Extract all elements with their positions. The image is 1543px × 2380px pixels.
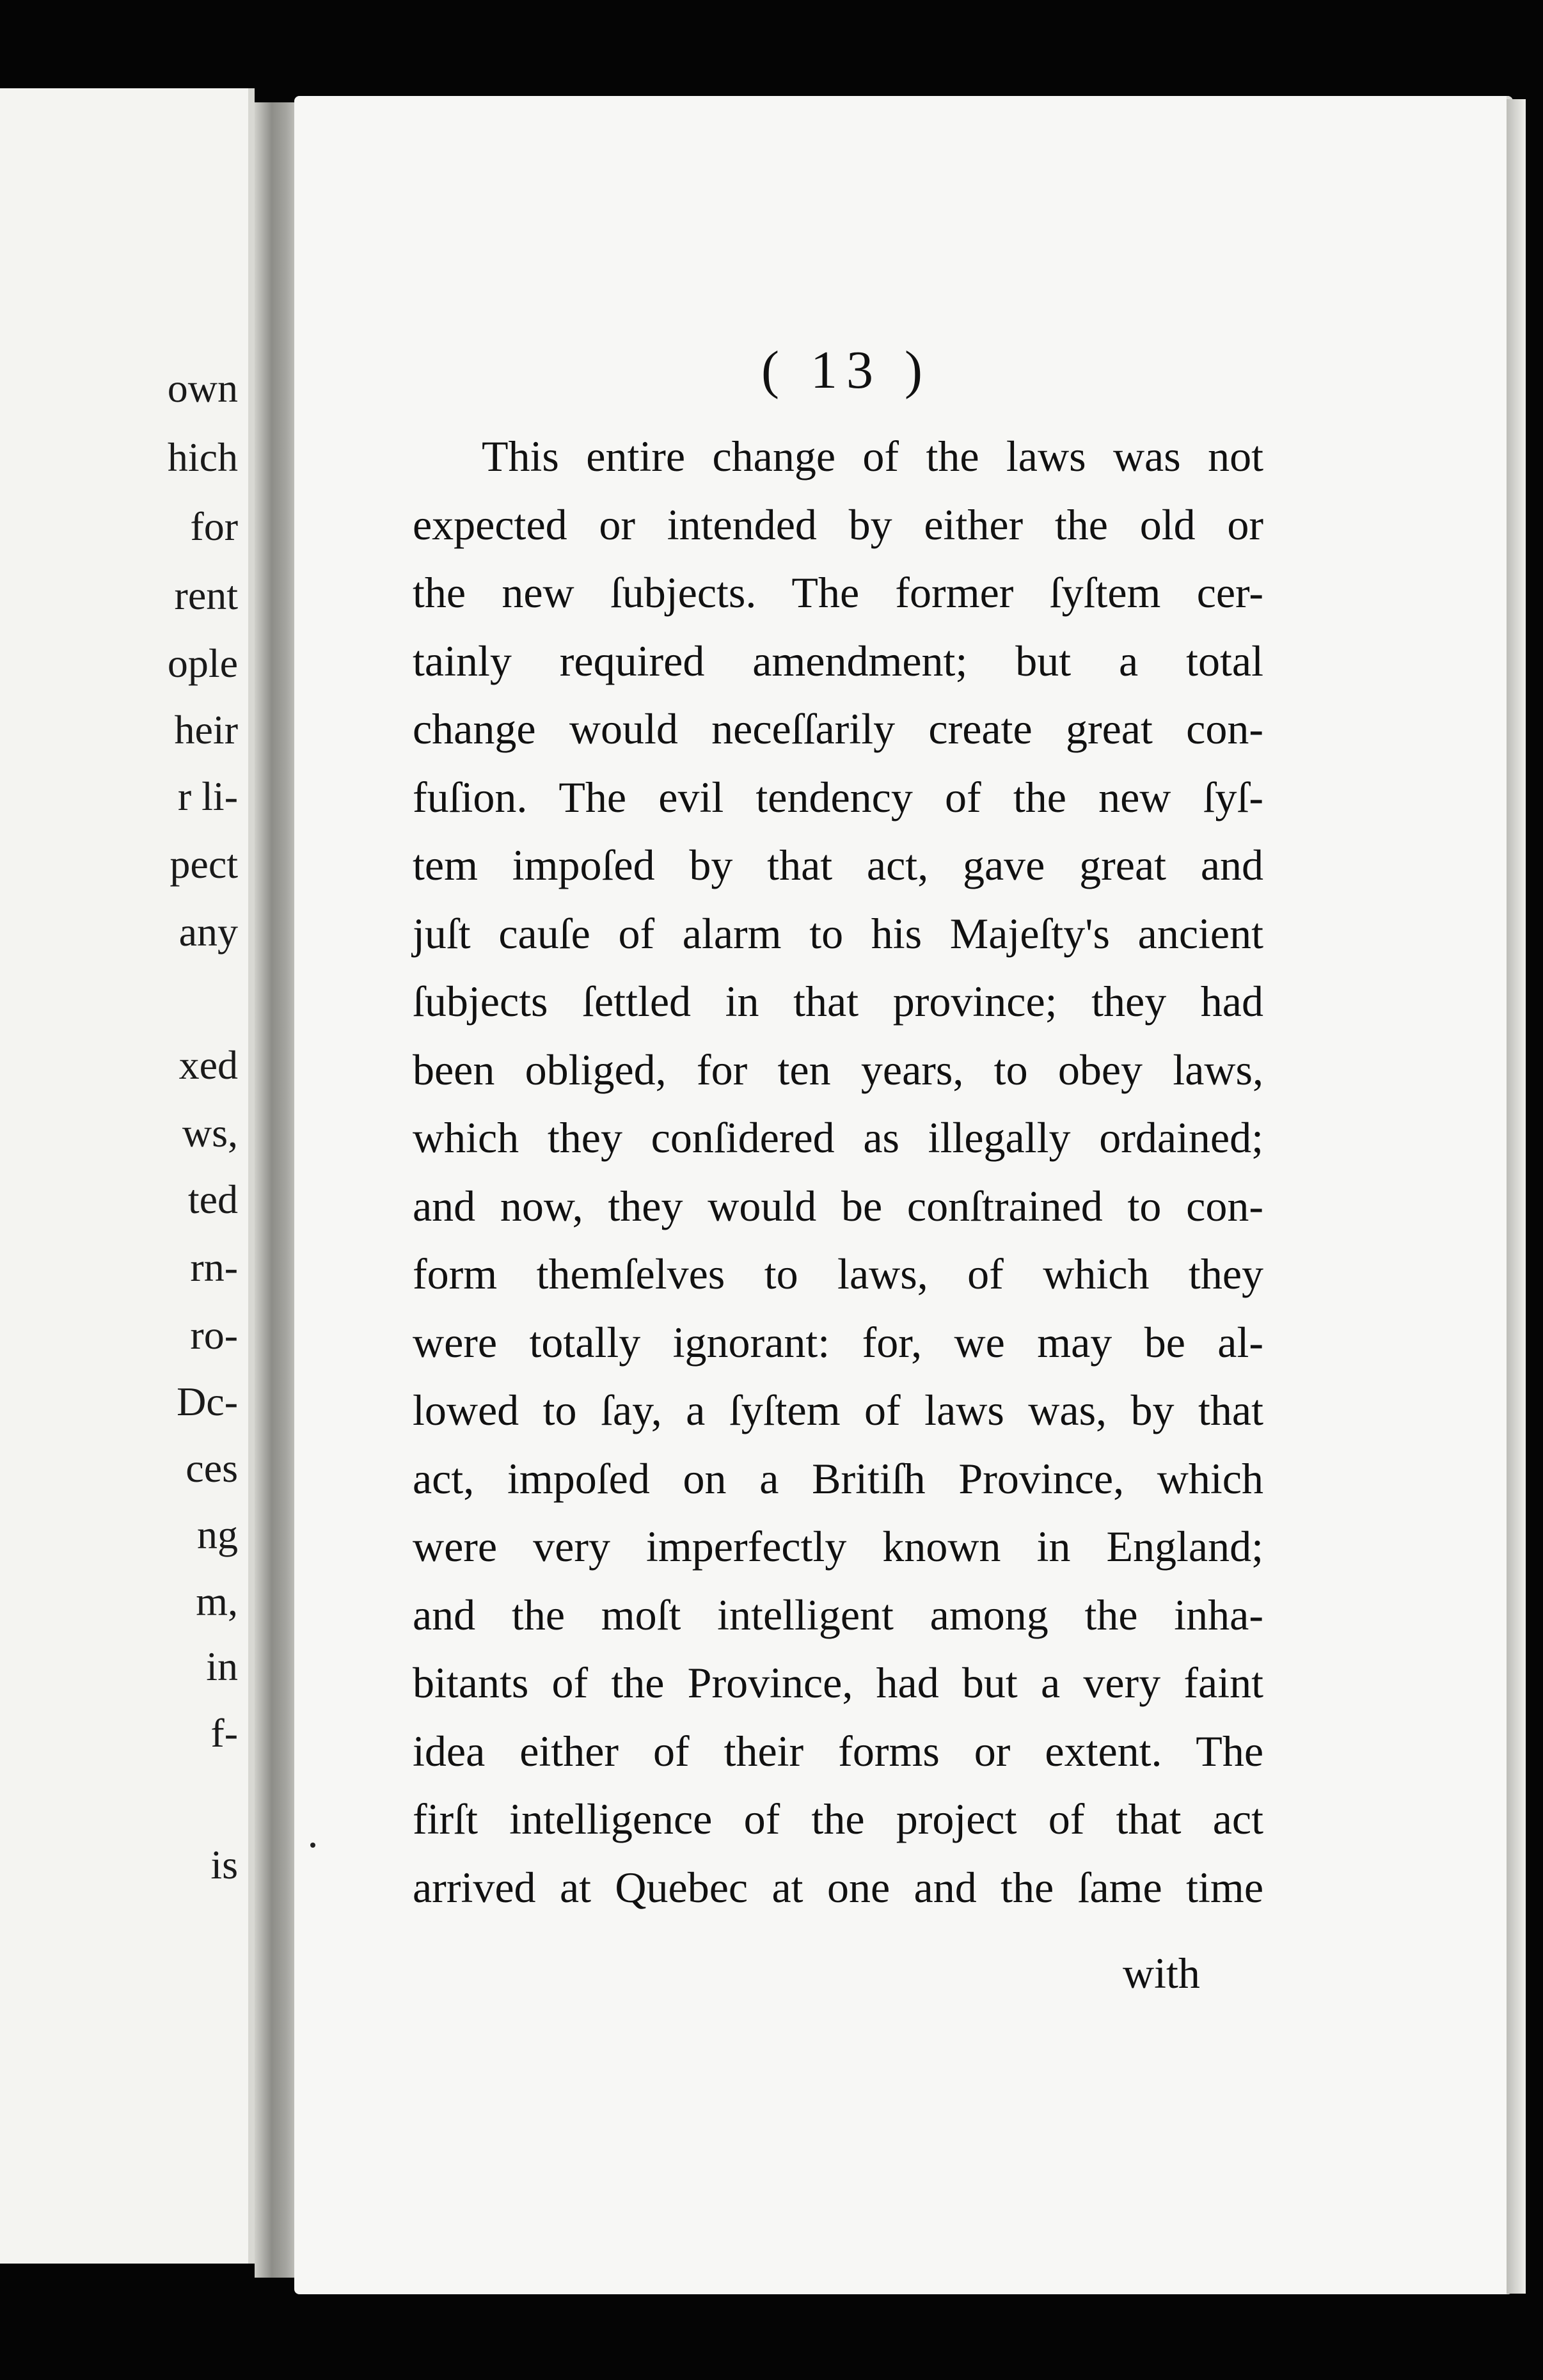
- left-line-end: ted: [187, 1177, 238, 1222]
- text-line: tem impoſed by that act, gave great and: [413, 841, 1263, 889]
- left-line-end: heir: [174, 707, 238, 752]
- text-line: fuſion. The evil tendency of the new ſyſ-: [413, 772, 1263, 821]
- body-text: [413, 422, 1263, 1921]
- text-line: were totally ignorant: for, we may be al-: [413, 1317, 1263, 1367]
- text-line: the new ſubjects. The former ſyſtem cer-: [413, 568, 1263, 617]
- left-line-end: rn-: [190, 1244, 238, 1290]
- left-line-end: Dc-: [177, 1379, 238, 1424]
- left-line-end: ces: [186, 1445, 238, 1491]
- catchword: with: [1123, 1949, 1200, 1997]
- left-line-end: hich: [167, 434, 238, 480]
- text-line: ſubjects ſettled in that province; they had: [413, 977, 1263, 1026]
- page-edge: [1507, 99, 1526, 2294]
- left-line-end: f-: [210, 1710, 238, 1756]
- text-line: change would neceſſarily create great con-: [413, 704, 1263, 753]
- left-line-end: xed: [178, 1042, 238, 1088]
- left-line-end: pect: [170, 841, 238, 887]
- left-line-end: ople: [167, 640, 238, 686]
- text-line: firſt intelligence of the project of that act: [413, 1795, 1263, 1843]
- text-line: This entire change of the laws was not: [482, 432, 1263, 480]
- left-line-end: is: [210, 1842, 238, 1887]
- text-line: were very imperfectly known in England;: [413, 1522, 1263, 1571]
- text-line: juſt cauſe of alarm to his Majeſty's ancient: [413, 908, 1263, 958]
- left-line-end: m,: [196, 1578, 238, 1624]
- text-line: arrived at Quebec at one and the ſame time: [413, 1862, 1263, 1912]
- text-line: act, impoſed on a Britiſh Province, which: [413, 1454, 1263, 1503]
- text-line: expected or intended by either the old or: [413, 500, 1263, 549]
- left-line-end: rent: [174, 573, 238, 618]
- text-line: form themſelves to laws, of which they: [413, 1250, 1263, 1298]
- text-line: lowed to ſay, a ſyſtem of laws was, by that: [413, 1386, 1263, 1434]
- left-facing-page: [0, 88, 255, 2264]
- left-line-end: ro-: [190, 1312, 238, 1358]
- text-line: been obliged, for ten years, to obey laws,: [413, 1045, 1263, 1094]
- text-line: tainly required amendment; but a total: [413, 636, 1263, 685]
- left-line-end: r li-: [177, 774, 238, 819]
- text-line: and the moſt intelligent among the inha-: [413, 1590, 1263, 1639]
- left-line-end: any: [178, 909, 238, 955]
- text-line: which they conſidered as illegally ordained;: [413, 1113, 1263, 1162]
- text-line: bitants of the Province, had but a very faint: [413, 1658, 1263, 1707]
- left-line-end: for: [190, 504, 238, 549]
- text-line: idea either of their forms or extent. The: [413, 1726, 1263, 1775]
- page-number: ( 13 ): [761, 340, 931, 400]
- left-line-end: ng: [197, 1512, 238, 1557]
- left-line-end: own: [167, 365, 238, 411]
- text-line: and now, they would be conſtrained to con-: [413, 1181, 1263, 1230]
- left-line-end: in: [206, 1644, 238, 1689]
- left-line-end: ws,: [182, 1110, 238, 1155]
- ink-speck: [310, 1843, 315, 1848]
